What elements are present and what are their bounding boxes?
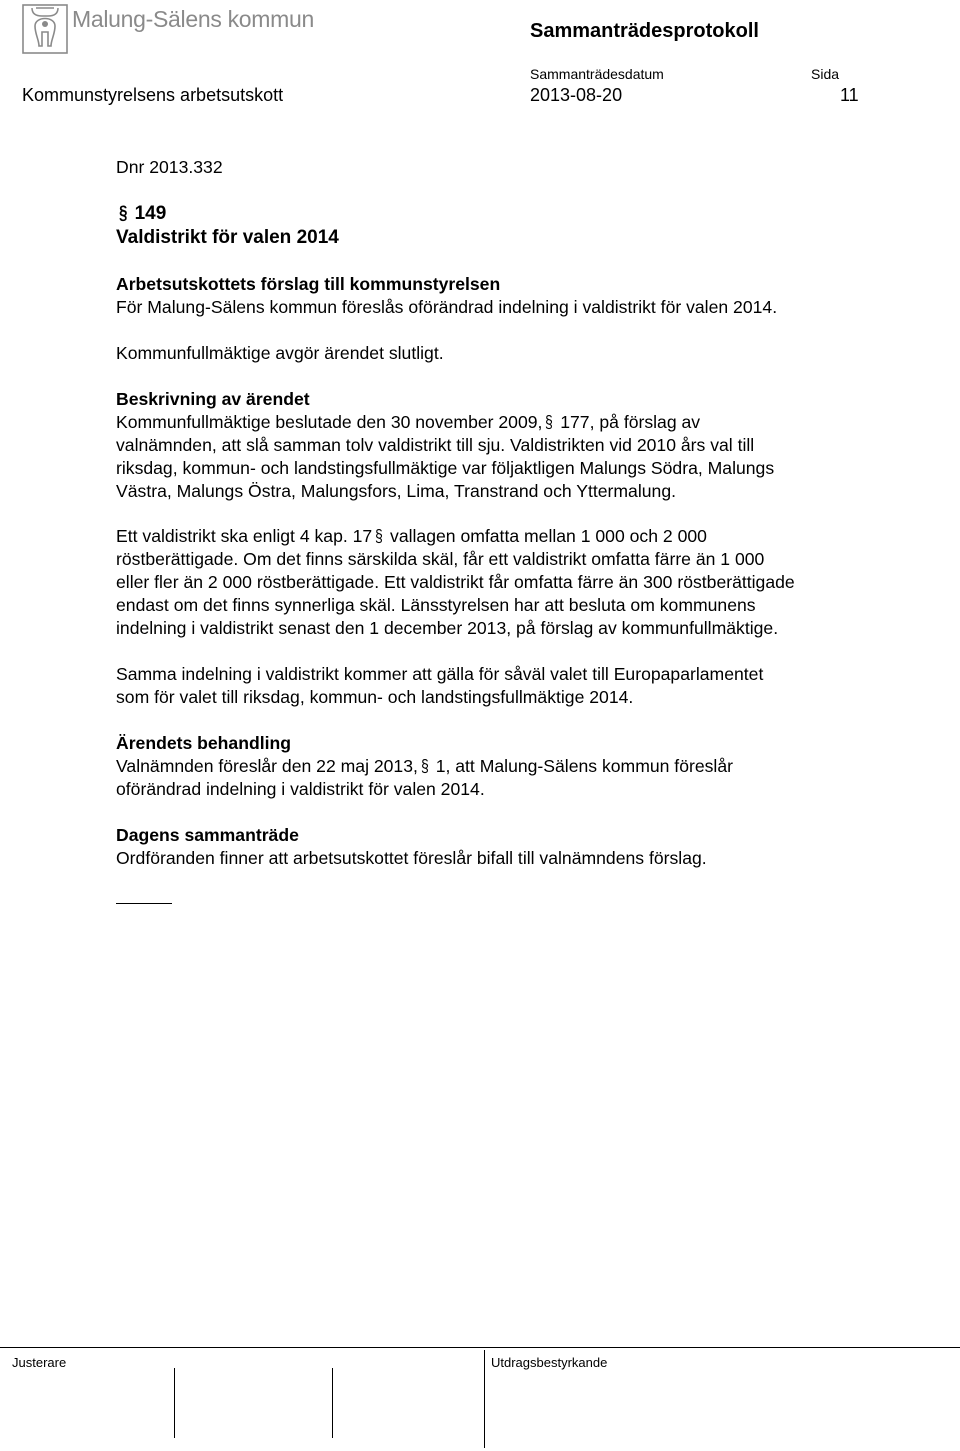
description-line: eller fler än 2 000 röstberättigade. Ett valdistrikt får omfatta färre än 300 röstberättigade [116, 572, 795, 592]
description-line: Ett valdistrikt ska enligt 4 kap. 17 § vallagen omfatta mellan 1 000 och 2 000 [116, 526, 707, 546]
handling-heading: Ärendets behandling [116, 733, 291, 753]
description-line: Kommunfullmäktige beslutade den 30 november 2009, § 177, på förslag av [116, 412, 701, 432]
page-number: 11 [840, 85, 859, 105]
description-line: indelning i valdistrikt senast den 1 december 2013, på förslag av kommunfullmäktige. [116, 618, 779, 638]
meeting-line: Ordföranden finner att arbetsutskottet föreslår bifall till valnämndens förslag. [116, 848, 707, 868]
description-line: valnämnden, att slå samman tolv valdistrikt till sju. Valdistrikten vid 2010 års val till [116, 435, 755, 455]
document-type: Sammanträdesprotokoll [530, 20, 759, 42]
description-line: Samma indelning i valdistrikt kommer att gälla för såväl valet till Europaparlamentet [116, 664, 764, 684]
description-line: som för valet till riksdag, kommun- och landstingsfullmäktige 2014. [116, 687, 634, 707]
section-number: 149 [134, 203, 167, 224]
committee-name: Kommunstyrelsens arbetsutskott [22, 85, 284, 105]
org-name: Malung-Sälens kommun [72, 6, 315, 32]
meeting-date: 2013-08-20 [530, 85, 623, 105]
end-of-section-line [116, 903, 172, 904]
meeting-date-label: Sammanträdesdatum [530, 66, 664, 82]
section-sign-icon: § [119, 203, 128, 224]
case-title: Valdistrikt för valen 2014 [116, 227, 339, 248]
proposal-line: För Malung-Sälens kommun föreslås oförändrad indelning i valdistrikt för valen 2014. [116, 297, 778, 317]
signature-field-divider [332, 1368, 333, 1438]
section-sign-icon: § [375, 526, 384, 546]
handling-line: oförändrad indelning i valdistrikt för valen 2014. [116, 779, 485, 799]
description-line: röstberättigade. Om det finns särskilda skäl, får ett valdistrikt omfatta färre än 1 000 [116, 549, 765, 569]
meeting-heading: Dagens sammanträde [116, 825, 299, 845]
case-number: Dnr 2013.332 [116, 157, 223, 177]
section-heading [116, 202, 916, 226]
page-label: Sida [811, 66, 840, 82]
signature-field-divider [174, 1368, 175, 1438]
description-line: endast om det finns synnerliga skäl. Länsstyrelsen har att besluta om kommunens [116, 595, 756, 615]
handling-line: Valnämnden föreslår den 22 maj 2013, § 1, att Malung-Sälens kommun föreslår [116, 756, 733, 776]
proposal-line: Kommunfullmäktige avgör ärendet slutligt. [116, 343, 444, 363]
section-sign-icon: § [545, 412, 554, 432]
justerare-label: Justerare [12, 1355, 67, 1370]
footer-divider [0, 1347, 960, 1348]
description-line: Västra, Malungs Östra, Malungsfors, Lima, Transtrand och Yttermalung. [116, 481, 676, 501]
section-sign-icon: § [420, 756, 429, 776]
description-line: riksdag, kommun- och landstingsfullmäktige var följaktligen Malungs Södra, Malungs [116, 458, 775, 478]
utdragsbestyrkande-label: Utdragsbestyrkande [491, 1355, 608, 1370]
proposal-heading: Arbetsutskottets förslag till kommunstyrelsen [116, 274, 501, 294]
footer-column-divider [484, 1350, 485, 1448]
description-heading: Beskrivning av ärendet [116, 389, 310, 409]
municipality-logo-icon [22, 4, 68, 54]
document-body [116, 156, 916, 870]
